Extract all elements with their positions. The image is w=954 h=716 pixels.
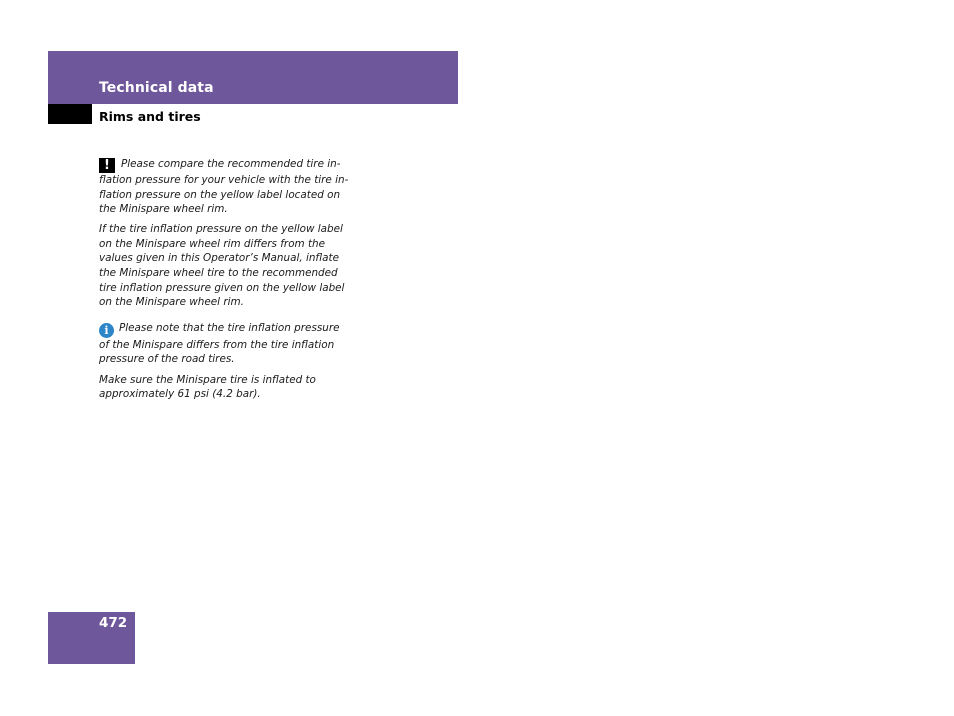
text-line: of the Minispare differs from the tire inflation (99, 338, 335, 351)
text-line: flation pressure for your vehicle with the tire in- (99, 174, 349, 186)
text-line: the Minispare wheel tire to the recommended (99, 267, 338, 280)
page-number: 472 (99, 615, 128, 631)
info-icon: i (99, 323, 114, 338)
text-line: values given in this Operator’s Manual, inflate (99, 252, 339, 265)
header-band (48, 51, 458, 104)
text-line: approximately 61 psi (4.2 bar). (99, 388, 261, 401)
text-line: If the tire inflation pressure on the yellow label (99, 223, 343, 236)
text-line (99, 157, 344, 173)
body-paragraph (99, 373, 344, 402)
warning-paragraph (99, 157, 349, 217)
text-line: the Minispare wheel rim. (99, 203, 228, 216)
warning-icon: ! (99, 158, 115, 173)
chapter-title: Technical data (99, 80, 214, 96)
text-line: Make sure the Minispare tire is inflated to (99, 373, 316, 386)
text-line-content: Please note that the tire inflation pressure (119, 321, 340, 334)
text-line: tire inflation pressure given on the yellow label (99, 281, 345, 294)
info-paragraph (99, 321, 344, 367)
section-marker-tab (48, 104, 92, 124)
body-paragraph (99, 222, 344, 310)
section-title: Rims and tires (99, 109, 201, 124)
text-line (99, 321, 344, 338)
body-text (99, 157, 349, 407)
text-line: flation pressure on the yellow label located on (99, 188, 341, 201)
text-line: on the Minispare wheel rim differs from the (99, 237, 326, 250)
text-line: on the Minispare wheel rim. (99, 296, 244, 309)
text-line: pressure of the road tires. (99, 353, 235, 366)
text-line-content: Please compare the recommended tire in- (121, 158, 341, 170)
